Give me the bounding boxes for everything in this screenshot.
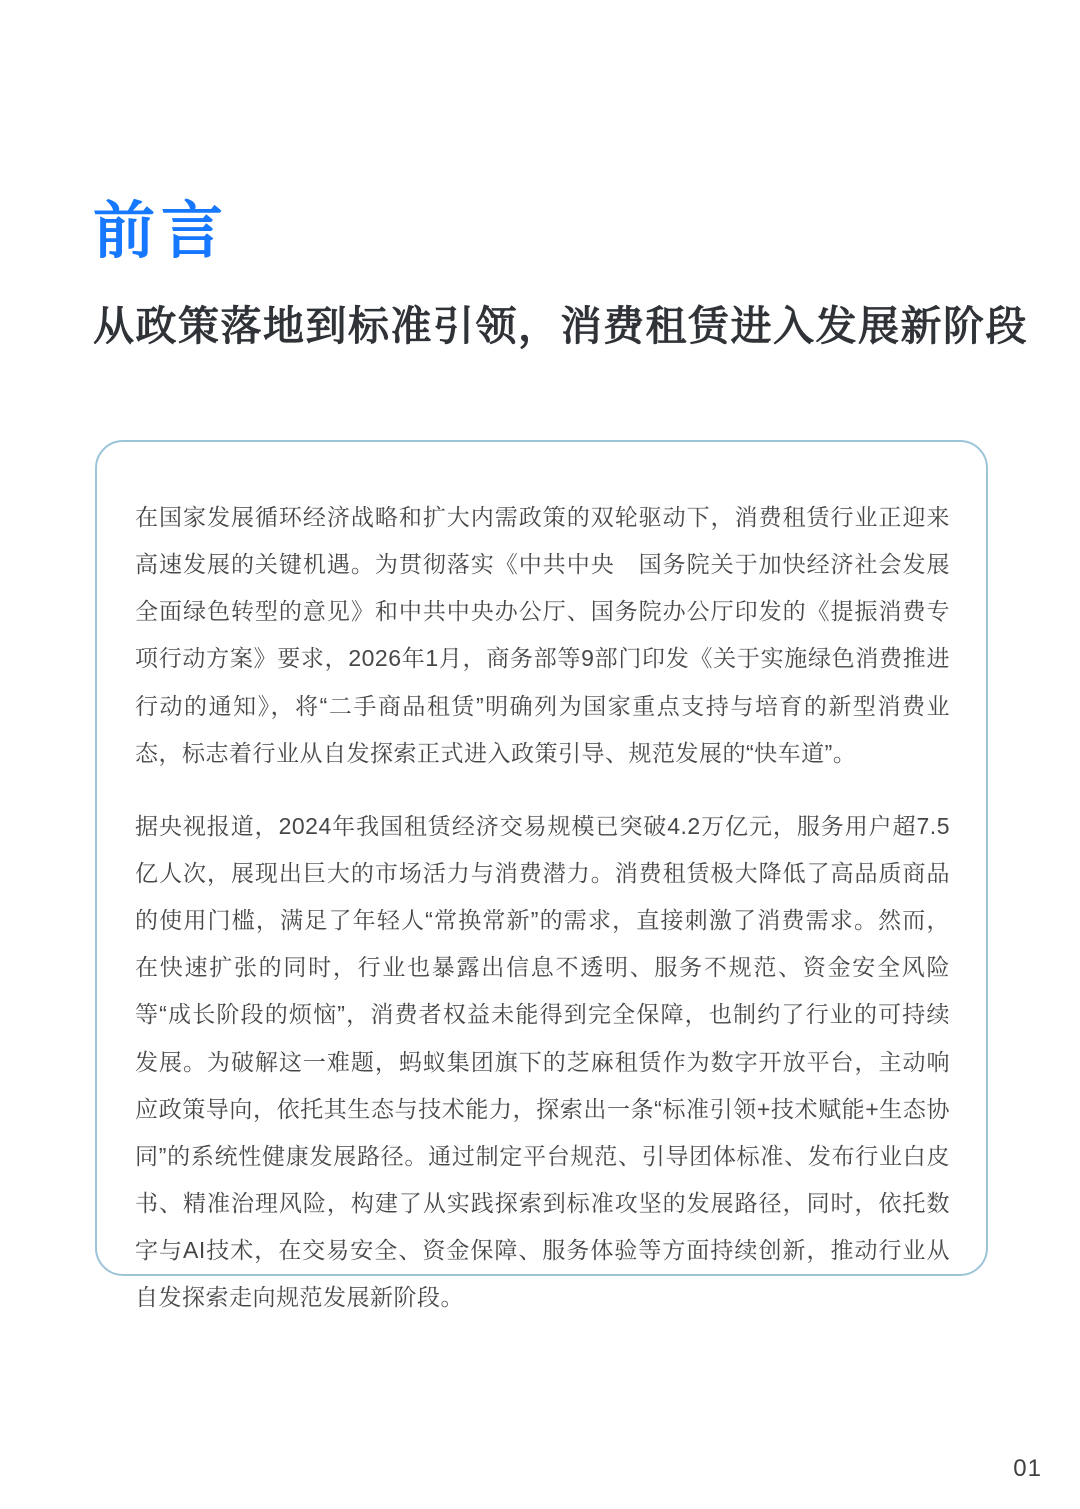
- page-header: [93, 196, 1033, 352]
- intro-paragraph-market: 据央视报道，2024年我国租赁经济交易规模已突破4.2万亿元，服务用户超7.5亿人次，展现出巨大的市场活力与消费潜力。消费租赁极大降低了高品质商品的使用门槛，满足了年轻人“常换常新”的需求，直接刺激了消费需求。然而，在快速扩张的同时，行业也暴露出信息不透明、服务不规范、资金安全风险等“成长阶段的烦恼”，消费者权益未能得到完全保障，也制约了行业的可持续发展。为破解这一难题，蚂蚁集团旗下的芝麻租赁作为数字开放平台，主动响应政策导向，依托其生态与技术能力，探索出一条“标准引领+技术赋能+生态协同”的系统性健康发展路径。通过制定平台规范、引导团体标准、发布行业白皮书、精准治理风险，构建了从实践探索到标准攻坚的发展路径，同时，依托数字与AI技术，在交易安全、资金保障、服务体验等方面持续创新，推动行业从自发探索走向规范发展新阶段。: [135, 812, 950, 1311]
- page-number: 01: [1013, 1455, 1042, 1482]
- intro-box: [95, 440, 988, 1311]
- page-subtitle: 从政策落地到标准引领，消费租赁进入发展新阶段: [93, 303, 1028, 350]
- page-title: 前言: [93, 197, 230, 266]
- intro-paragraph-policy: 在国家发展循环经济战略和扩大内需政策的双轮驱动下，消费租赁行业正迎来高速发展的关键机遇。为贯彻落实《中共中央 国务院关于加快经济社会发展全面绿色转型的意见》和中共中央办公厅、国务院办公厅印发的《提振消费专项行动方案》要求，2026年1月，商务部等9部门印发《关于实施绿色消费推进行动的通知》，将“二手商品租赁”明确列为国家重点支持与培育的新型消费业态，标志着行业从自发探索正式进入政策引导、规范发展的“快车道”。: [135, 504, 950, 766]
